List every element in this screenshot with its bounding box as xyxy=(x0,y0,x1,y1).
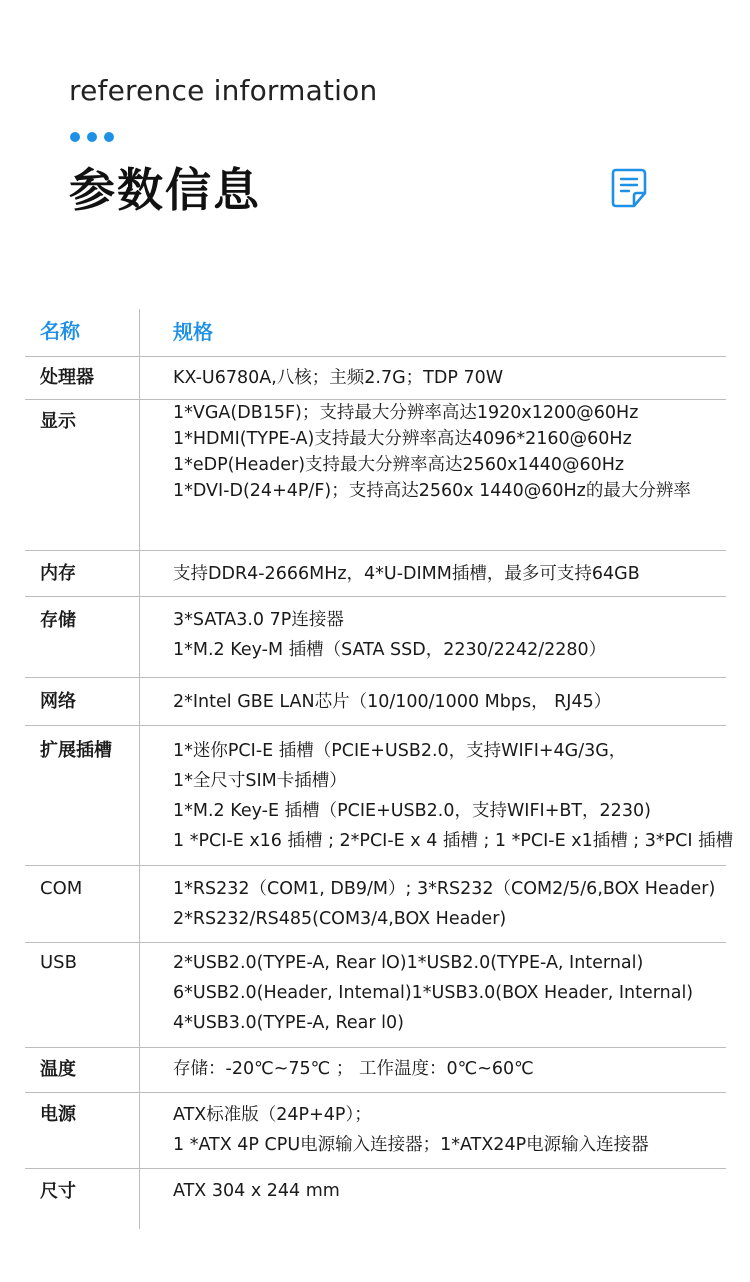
spec-table xyxy=(25,309,734,1229)
spec-line: ATX标准版（24P+4P）； xyxy=(173,1105,372,1125)
row-spec xyxy=(173,363,726,393)
spec-line: 1*M.2 Key-M 插槽（SATA SSD，2230/2242/2280） xyxy=(173,640,607,660)
row-spec xyxy=(173,400,726,504)
row-spec xyxy=(173,605,726,665)
spec-line: 6*USB2.0(Header, Intemal)1*USB3.0(BOX Header, Internal) xyxy=(173,983,694,1003)
row-name: 尺寸 xyxy=(40,1181,76,1202)
table-header-row xyxy=(25,309,726,357)
table-row xyxy=(25,357,726,400)
spec-line: 1 *ATX 4P CPU电源输入连接器；1*ATX24P电源输入连接器 xyxy=(173,1135,649,1155)
row-spec xyxy=(173,736,734,856)
dot-icon xyxy=(70,132,80,142)
table-row xyxy=(25,551,726,597)
document-icon xyxy=(610,167,648,209)
table-row xyxy=(25,597,726,678)
row-name: 内存 xyxy=(40,563,76,584)
row-spec xyxy=(173,948,726,1038)
row-name: 温度 xyxy=(40,1059,76,1080)
spec-line: 1*M.2 Key-E 插槽（PCIE+USB2.0，支持WIFI+BT，2230) xyxy=(173,801,651,821)
table-row xyxy=(25,400,726,551)
table-row xyxy=(25,943,726,1048)
spec-line: 存储：-20℃~75℃ ； 工作温度：0℃~60℃ xyxy=(173,1059,534,1079)
row-spec xyxy=(173,1054,726,1084)
spec-line: 1*eDP(Header)支持最大分辨率高达2560x1440@60Hz xyxy=(173,455,625,475)
row-spec xyxy=(173,1100,726,1160)
row-spec xyxy=(173,1176,726,1206)
row-spec xyxy=(173,874,726,934)
spec-line: 1*DVI-D(24+4P/F)；支持高达2560x 1440@60Hz的最大分辨率 xyxy=(173,481,691,501)
row-name: COM xyxy=(40,878,83,899)
page-title: 参数信息 xyxy=(69,163,261,217)
spec-line: 支持DDR4-2666MHz，4*U-DIMM插槽，最多可支持64GB xyxy=(173,564,640,584)
row-name: 显示 xyxy=(40,411,76,432)
section-subtitle: reference information xyxy=(69,74,378,107)
row-name: 网络 xyxy=(40,691,76,712)
table-row xyxy=(25,1169,726,1229)
spec-line: 3*SATA3.0 7P连接器 xyxy=(173,610,344,630)
spec-line: 1*全尺寸SIM卡插槽） xyxy=(173,771,347,791)
spec-line: 2*USB2.0(TYPE-A, Rear lO)1*USB2.0(TYPE-A, Internal) xyxy=(173,953,644,973)
header-name: 名称 xyxy=(40,319,80,343)
table-row xyxy=(25,1093,726,1169)
spec-line: 2*Intel GBE LAN芯片（10/100/1000 Mbps， RJ45） xyxy=(173,692,612,712)
table-row xyxy=(25,726,734,866)
spec-line: 2*RS232/RS485(COM3/4,BOX Header) xyxy=(173,909,507,929)
row-name: 处理器 xyxy=(40,367,94,388)
spec-line: 4*USB3.0(TYPE-A, Rear l0) xyxy=(173,1013,404,1033)
table-row xyxy=(25,678,726,726)
spec-line: ATX 304 x 244 mm xyxy=(173,1181,340,1201)
spec-line: KX-U6780A,八核；主频2.7G；TDP 70W xyxy=(173,368,504,388)
spec-line: 1*RS232（COM1, DB9/M）; 3*RS232（COM2/5/6,BOX Header) xyxy=(173,879,716,899)
table-row xyxy=(25,1048,726,1093)
header-spec: 规格 xyxy=(173,320,213,344)
spec-line: 1*迷你PCI-E 插槽（PCIE+USB2.0，支持WIFI+4G/3G， xyxy=(173,741,627,761)
row-spec xyxy=(173,559,726,589)
spec-line: 1 *PCI-E x16 插槽 ; 2*PCI-E x 4 插槽 ; 1 *PCI-E x1插槽 ; 3*PCI 插槽 xyxy=(173,831,734,851)
spec-line: 1*HDMI(TYPE-A)支持最大分辨率高达4096*2160@60Hz xyxy=(173,429,632,449)
spec-line: 1*VGA(DB15F)；支持最大分辨率高达1920x1200@60Hz xyxy=(173,403,639,423)
row-name: USB xyxy=(40,952,77,973)
table-row xyxy=(25,866,726,943)
dot-icon xyxy=(87,132,97,142)
row-name: 扩展插槽 xyxy=(40,740,112,761)
dot-icon xyxy=(104,132,114,142)
row-name: 存储 xyxy=(40,610,76,631)
row-spec xyxy=(173,687,726,717)
row-name: 电源 xyxy=(40,1104,76,1125)
